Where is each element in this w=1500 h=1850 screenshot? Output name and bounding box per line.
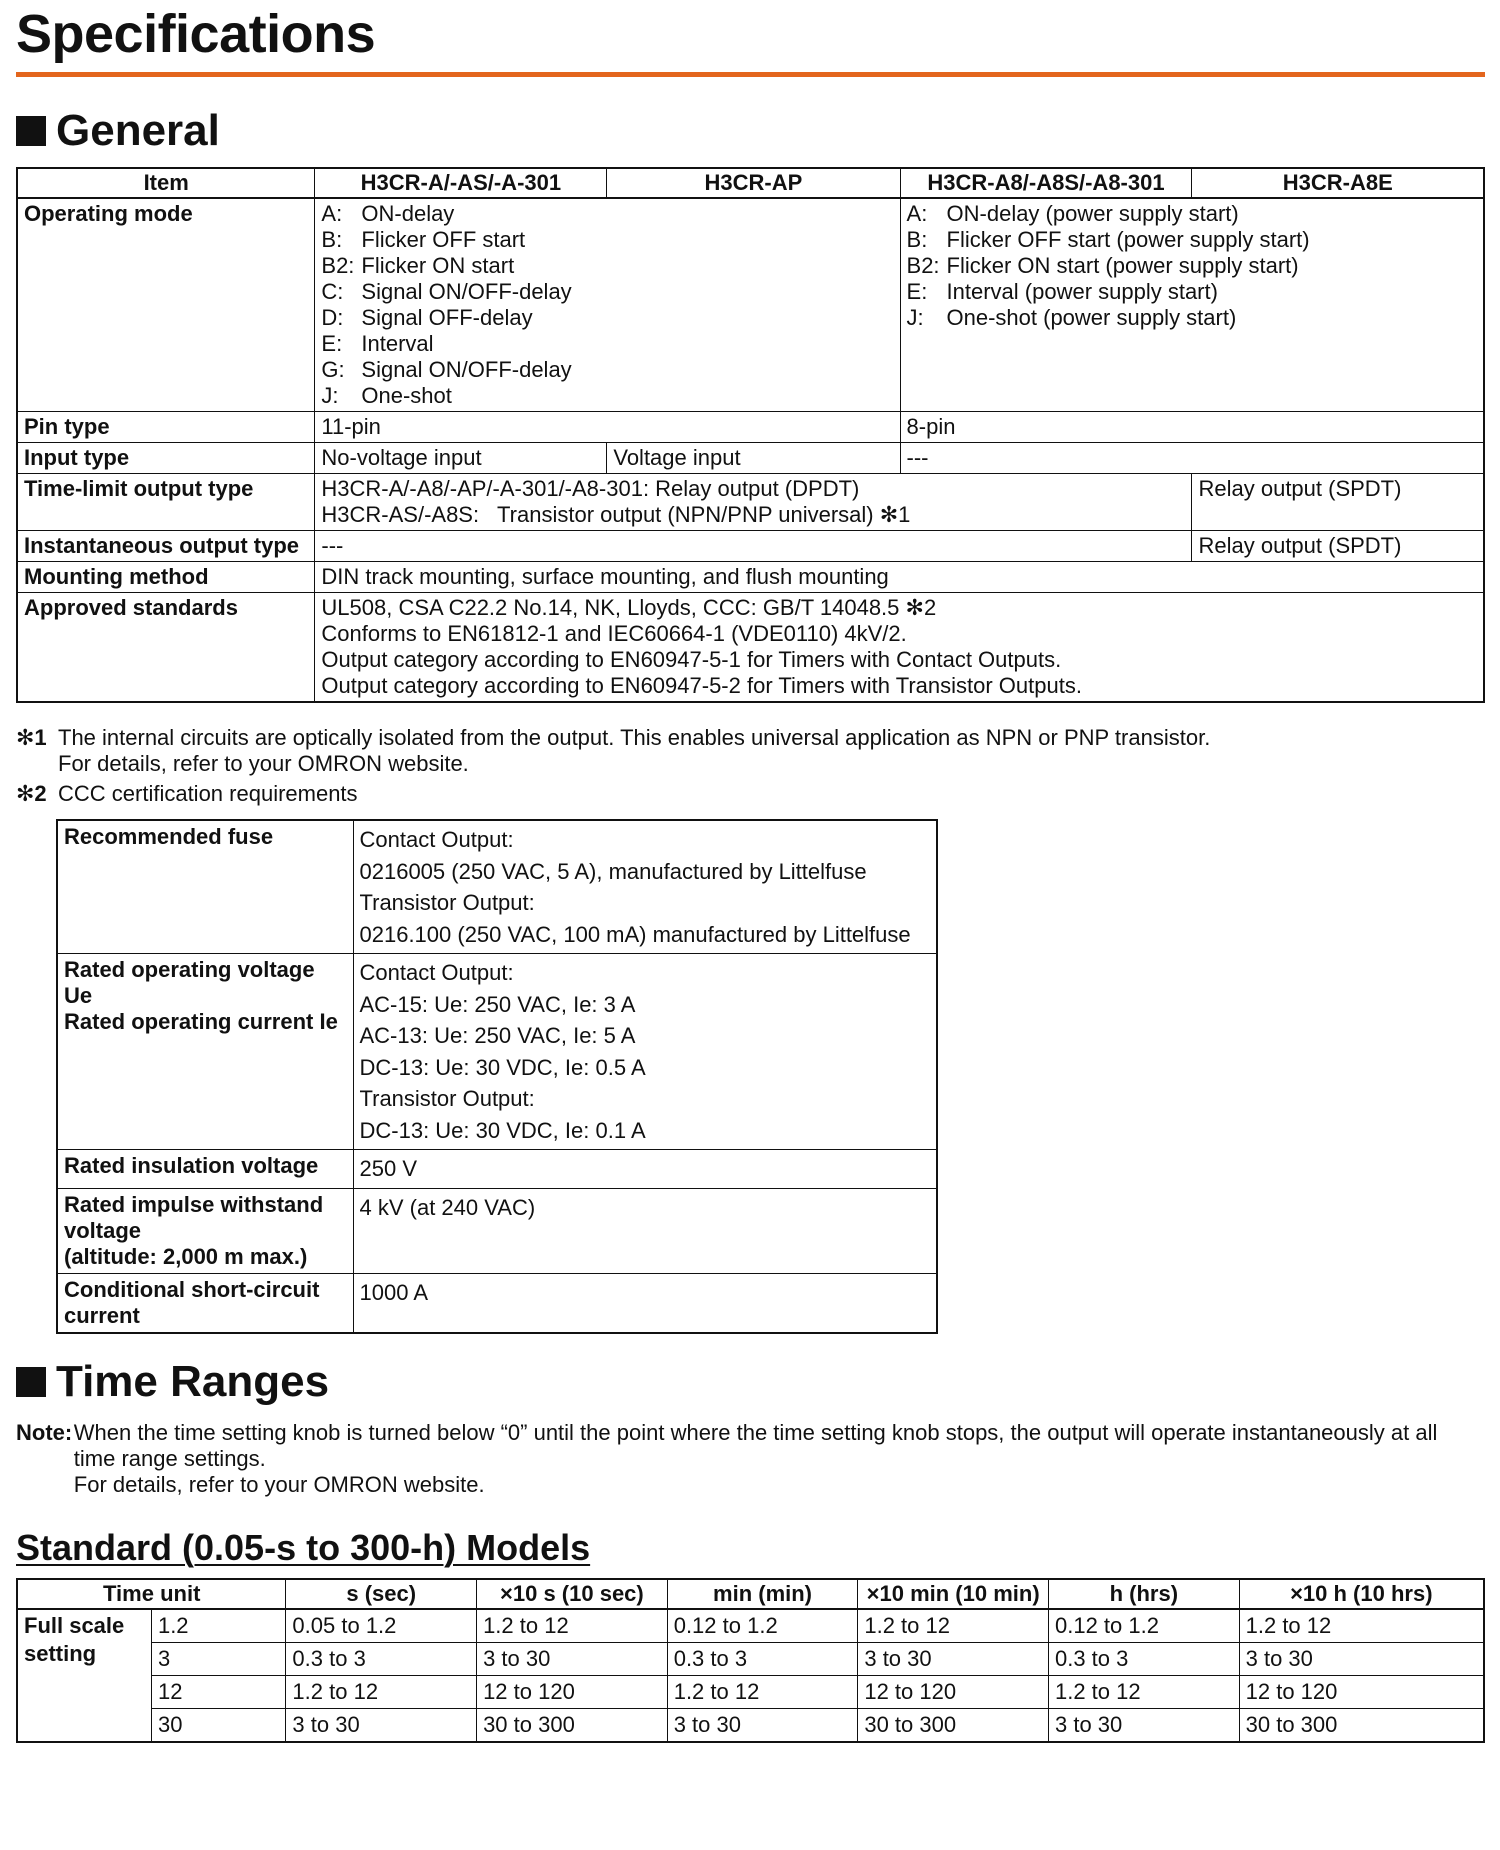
mode-line xyxy=(907,253,1477,279)
mode-key: G: xyxy=(321,357,345,382)
header-col2: H3CR-AP xyxy=(607,168,900,198)
table-cell: 1.2 to 12 xyxy=(858,1609,1049,1643)
header-item: Item xyxy=(17,168,315,198)
table-header-row xyxy=(17,1579,1484,1609)
pin-type-b: 8-pin xyxy=(900,412,1484,443)
table-cell: 3 to 30 xyxy=(1048,1708,1239,1742)
table-row xyxy=(17,1675,1484,1708)
table-cell: 1.2 xyxy=(151,1609,285,1643)
mode-value: Flicker ON start xyxy=(361,253,515,278)
ccc-value xyxy=(353,1150,937,1189)
mode-key: C: xyxy=(321,279,344,304)
mode-key: A: xyxy=(321,201,343,226)
header-cell: ×10 h (10 hrs) xyxy=(1239,1579,1484,1609)
time-limit-output-right: Relay output (SPDT) xyxy=(1192,474,1484,531)
header-col3: H3CR-A8/-A8S/-A8-301 xyxy=(900,168,1192,198)
table-cell: 1.2 to 12 xyxy=(286,1675,477,1708)
pin-type-a: 11-pin xyxy=(315,412,900,443)
table-row xyxy=(17,1609,1484,1643)
mode-value: Signal OFF-delay xyxy=(361,305,533,330)
ccc-value-line: Contact Output: xyxy=(359,827,514,852)
mode-value: ON-delay (power supply start) xyxy=(946,201,1239,226)
footnote-text: For details, refer to your OMRON website. xyxy=(58,751,469,776)
approved-value xyxy=(315,593,1484,703)
title-rule xyxy=(16,72,1485,77)
footnote xyxy=(16,725,1484,777)
ccc-label-text: (altitude: 2,000 m max.) xyxy=(64,1243,308,1269)
ccc-row xyxy=(57,1188,937,1273)
header-cell: h (hrs) xyxy=(1048,1579,1239,1609)
table-cell: 1.2 to 12 xyxy=(1048,1675,1239,1708)
ccc-label xyxy=(57,954,353,1150)
header-cell: min (min) xyxy=(667,1579,858,1609)
table-cell: 0.12 to 1.2 xyxy=(1048,1609,1239,1643)
mode-line xyxy=(907,279,1477,305)
ccc-value-line: 0216005 (250 VAC, 5 A), manufactured by Littelfuse xyxy=(359,858,867,884)
input-type-b: Voltage input xyxy=(607,443,900,474)
mode-value: Signal ON/OFF-delay xyxy=(361,357,572,382)
table-cell: 0.05 to 1.2 xyxy=(286,1609,477,1643)
square-bullet-icon xyxy=(16,116,46,146)
ccc-value-line: AC-15: Ue: 250 VAC, Ie: 3 A xyxy=(359,991,636,1017)
ccc-value-line: 1000 A xyxy=(359,1279,429,1305)
note-label: Note: xyxy=(16,1419,73,1445)
table-cell: 1.2 to 12 xyxy=(477,1609,668,1643)
mode-key: A: xyxy=(906,201,928,226)
table-row xyxy=(17,1708,1484,1742)
mode-line xyxy=(321,383,893,409)
footnote-text: CCC certification requirements xyxy=(58,781,358,806)
mode-key: J: xyxy=(906,305,924,330)
time-limit-output-label: Time-limit output type xyxy=(17,474,315,531)
ccc-label xyxy=(57,1150,353,1189)
table-cell: 30 to 300 xyxy=(858,1708,1049,1742)
pin-type-row xyxy=(17,412,1484,443)
instantaneous-output-value: --- xyxy=(315,531,1192,562)
general-heading xyxy=(16,105,1484,157)
mode-line xyxy=(321,253,893,279)
approved-line: Output category according to EN60947-5-1 for Timers with Contact Outputs. xyxy=(321,647,1062,672)
mode-value: One-shot xyxy=(361,383,452,408)
mode-line xyxy=(321,357,893,383)
time-ranges-heading-text: Time Ranges xyxy=(56,1356,330,1406)
ccc-label-text: Conditional short-circuit current xyxy=(64,1276,320,1328)
table-cell: 12 to 120 xyxy=(477,1675,668,1708)
ccc-value-line: Transistor Output: xyxy=(359,1086,535,1111)
table-cell: 3 xyxy=(151,1642,285,1675)
standard-models-title: Standard (0.05-s to 300-h) Models xyxy=(16,1526,591,1568)
table-header-row xyxy=(17,168,1484,198)
mode-key: E: xyxy=(321,331,343,356)
approved-line: Conforms to EN61812-1 and IEC60664-1 (VDE0110) 4kV/2. xyxy=(321,621,907,646)
ccc-value-line: DC-13: Ue: 30 VDC, Ie: 0.5 A xyxy=(359,1054,646,1080)
ccc-label-text: Rated operating voltage Ue xyxy=(64,957,315,1008)
spec-page xyxy=(16,0,1484,1743)
ccc-value-line: Contact Output: xyxy=(359,960,514,985)
mode-value: Interval xyxy=(361,331,434,356)
table-cell: 1.2 to 12 xyxy=(667,1675,858,1708)
ccc-value-line: 4 kV (at 240 VAC) xyxy=(359,1194,536,1220)
note-text: For details, refer to your OMRON website. xyxy=(73,1471,485,1497)
mode-key: B: xyxy=(321,227,343,252)
ccc-row xyxy=(57,954,937,1150)
mode-value: Flicker OFF start (power supply start) xyxy=(946,227,1310,252)
mounting-row xyxy=(17,562,1484,593)
ccc-value xyxy=(353,1188,937,1273)
ccc-value-line: Transistor Output: xyxy=(359,890,535,915)
table-cell: 12 to 120 xyxy=(858,1675,1049,1708)
instantaneous-output-row xyxy=(17,531,1484,562)
table-cell: 1.2 to 12 xyxy=(1239,1609,1484,1643)
table-cell: 0.3 to 3 xyxy=(667,1642,858,1675)
footnote-text: The internal circuits are optically isolated from the output. This enables universal application as NPN or PNP transistor. xyxy=(58,725,1211,750)
approved-line: Output category according to EN60947-5-2 for Timers with Transistor Outputs. xyxy=(321,673,1082,698)
mode-value: Flicker OFF start xyxy=(361,227,526,252)
approved-line: UL508, CSA C22.2 No.14, NK, Lloyds, CCC: GB/T 14048.5 ✻2 xyxy=(321,595,937,620)
operating-mode-label: Operating mode xyxy=(17,198,315,412)
pin-type-label: Pin type xyxy=(17,412,315,443)
header-col1: H3CR-A/-AS/-A-301 xyxy=(315,168,607,198)
mounting-value: DIN track mounting, surface mounting, and flush mounting xyxy=(315,562,1484,593)
general-heading-text: General xyxy=(56,106,220,155)
operating-mode-right xyxy=(900,198,1484,412)
table-cell: 3 to 30 xyxy=(858,1642,1049,1675)
header-cell: Time unit xyxy=(17,1579,286,1609)
general-table xyxy=(16,167,1485,703)
square-bullet-icon xyxy=(16,1367,46,1397)
footnote xyxy=(16,781,1484,807)
table-cell: 3 to 30 xyxy=(477,1642,668,1675)
mode-key: E: xyxy=(906,279,928,304)
time-ranges-heading xyxy=(16,1356,1484,1408)
table-row xyxy=(17,1642,1484,1675)
ccc-row xyxy=(57,1150,937,1189)
input-type-a: No-voltage input xyxy=(315,443,607,474)
instantaneous-output-label: Instantaneous output type xyxy=(17,531,315,562)
mode-line xyxy=(321,201,893,227)
mode-value: Signal ON/OFF-delay xyxy=(361,279,572,304)
time-ranges-note xyxy=(16,1420,1484,1498)
operating-mode-row xyxy=(17,198,1484,412)
mounting-label: Mounting method xyxy=(17,562,315,593)
mode-value: Interval (power supply start) xyxy=(946,279,1218,304)
ccc-label xyxy=(57,820,353,954)
time-limit-line2: H3CR-AS/-A8S: Transistor output (NPN/PNP universal) ✻1 xyxy=(321,502,911,527)
table-cell: 0.3 to 3 xyxy=(286,1642,477,1675)
header-cell: ×10 min (10 min) xyxy=(858,1579,1049,1609)
mode-key: B2: xyxy=(906,253,940,278)
footnote-mark: ✻1 xyxy=(16,725,47,750)
table-cell: 3 to 30 xyxy=(1239,1642,1484,1675)
table-cell: 30 to 300 xyxy=(1239,1708,1484,1742)
ccc-table xyxy=(56,819,938,1334)
mode-key: B: xyxy=(906,227,928,252)
table-cell: 30 xyxy=(151,1708,285,1742)
approved-label: Approved standards xyxy=(17,593,315,703)
ccc-value-line: DC-13: Ue: 30 VDC, Ie: 0.1 A xyxy=(359,1117,646,1143)
header-cell: s (sec) xyxy=(286,1579,477,1609)
ccc-label xyxy=(57,1188,353,1273)
header-cell: ×10 s (10 sec) xyxy=(477,1579,668,1609)
mode-value: Flicker ON start (power supply start) xyxy=(946,253,1299,278)
ccc-label-text: Rated impulse withstand voltage xyxy=(64,1191,324,1243)
table-cell: 0.12 to 1.2 xyxy=(667,1609,858,1643)
ccc-label-text: Rated insulation voltage xyxy=(64,1153,319,1178)
footnote-mark: ✻2 xyxy=(16,781,47,806)
note-text: When the time setting knob is turned below “0” until the point where the time setting knob stops, the output will operate instantaneously at all time range settings. xyxy=(73,1419,1438,1471)
ccc-row xyxy=(57,820,937,954)
table-cell: 3 to 30 xyxy=(286,1708,477,1742)
time-limit-line1: H3CR-A/-A8/-AP/-A-301/-A8-301: Relay output (DPDT) xyxy=(321,476,860,501)
table-cell: 12 xyxy=(151,1675,285,1708)
operating-mode-left xyxy=(315,198,900,412)
ccc-value-line: 0216.100 (250 VAC, 100 mA) manufactured by Littelfuse xyxy=(359,921,911,947)
mode-line xyxy=(907,201,1477,227)
table-cell: 3 to 30 xyxy=(667,1708,858,1742)
ccc-value xyxy=(353,1273,937,1333)
ccc-label-text: Rated operating current Ie xyxy=(64,1009,338,1034)
mode-key: J: xyxy=(321,383,339,408)
ccc-value-line: 250 V xyxy=(359,1156,417,1181)
mode-line xyxy=(907,227,1477,253)
table-cell: 12 to 120 xyxy=(1239,1675,1484,1708)
ccc-label xyxy=(57,1273,353,1333)
mode-value: One-shot (power supply start) xyxy=(946,305,1237,330)
input-type-c: --- xyxy=(900,443,1484,474)
header-col4: H3CR-A8E xyxy=(1192,168,1484,198)
full-scale-label: Full scale setting xyxy=(17,1609,151,1742)
ccc-value xyxy=(353,954,937,1150)
ccc-value-line: AC-13: Ue: 250 VAC, Ie: 5 A xyxy=(359,1023,636,1048)
mode-line xyxy=(907,305,1477,331)
time-ranges-table xyxy=(16,1578,1485,1743)
time-limit-output-value xyxy=(315,474,1192,531)
mode-line xyxy=(321,331,893,357)
instantaneous-output-right: Relay output (SPDT) xyxy=(1192,531,1484,562)
mode-value: ON-delay xyxy=(361,201,455,226)
table-cell: 0.3 to 3 xyxy=(1048,1642,1239,1675)
time-limit-output-row xyxy=(17,474,1484,531)
footnotes xyxy=(16,725,1484,807)
ccc-value xyxy=(353,820,937,954)
mode-line xyxy=(321,305,893,331)
mode-key: B2: xyxy=(321,253,355,278)
ccc-label-text: Recommended fuse xyxy=(64,824,274,849)
page-title: Specifications xyxy=(16,4,376,64)
ccc-row xyxy=(57,1273,937,1333)
mode-line xyxy=(321,279,893,305)
mode-key: D: xyxy=(321,305,344,330)
mode-line xyxy=(321,227,893,253)
table-cell: 30 to 300 xyxy=(477,1708,668,1742)
input-type-label: Input type xyxy=(17,443,315,474)
approved-row xyxy=(17,593,1484,703)
input-type-row xyxy=(17,443,1484,474)
